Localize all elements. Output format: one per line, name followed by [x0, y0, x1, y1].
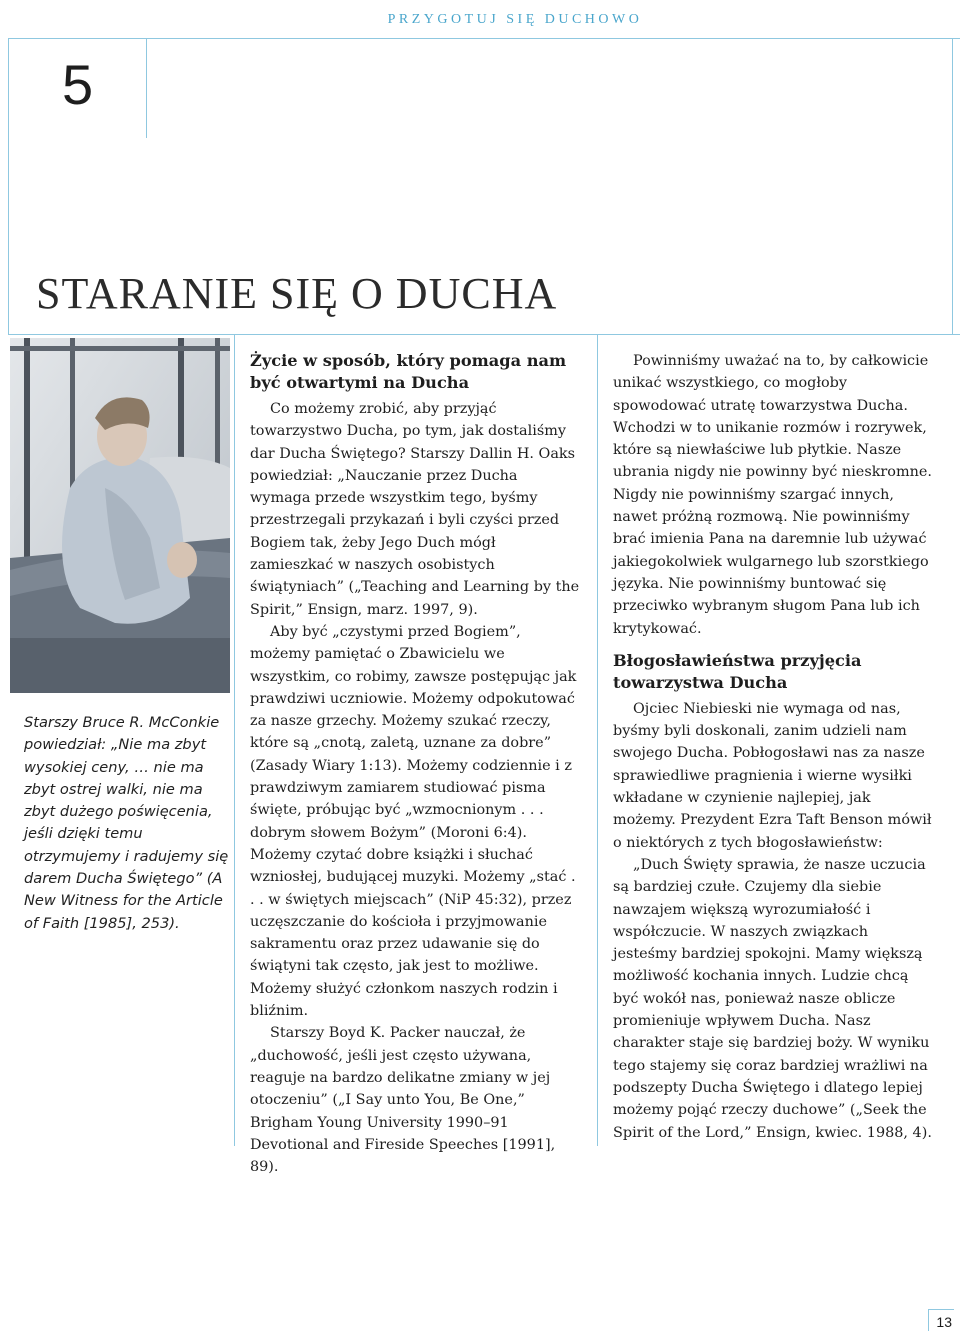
left-rule — [8, 38, 9, 335]
paragraph: Starszy Boyd K. Packer nauczał, że „duchowość, jeśli jest często używana, reaguje na bardzo delikatne zmiany w jej otoczeniu” („I Say unto You, Be One,” Brigham Young University 1990–91 Devotional and Fireside Speeches [1991], 89). — [250, 1025, 556, 1176]
section-heading-life: Życie w sposób, który pomaga nam być otwartymi na Ducha — [250, 351, 567, 392]
left-text-column — [250, 350, 580, 1178]
section-heading-blessings: Błogosławieństwa przyjęcia towarzystwa Ducha — [613, 650, 862, 692]
chapter-number: 5 — [62, 53, 94, 116]
page-number: 13 — [928, 1309, 954, 1331]
photo-caption: Starszy Bruce R. McConkie powiedział: „Nie ma zbyt wysokiej ceny, … nie ma zbyt ostrej walki, nie ma zbyt dużego poświęcenia, jeśli dzięki temu otrzymujemy i radujemy się darem Ducha Świętego” (A New Witness for the Article of Faith [1985], 253). — [24, 714, 229, 932]
quote-paragraph: „Duch Święty sprawia, że nasze uczucia są bardziej czułe. Czujemy dla siebie nawzajem większą wyrozumiałość i współczucie. W naszych związkach jesteśmy bardziej spokojni. Mamy większą możliwość kochania innych. Ludzie chcą być wokół nas, ponieważ nasze oblicze promieniuje wpływem Ducha. Nasz charakter staje się bardziej boży. W wyniku tego stajemy się coraz bardziej wrażliwi na podszepty Ducha Świętego i dlatego lepiej możemy pojąć rzeczy duchowe” („Seek the Spirit of the Lord,” Ensign, kwiec. 1988, 4). — [613, 856, 932, 1141]
column-divider-1 — [234, 334, 235, 1146]
number-box-right-rule — [146, 38, 147, 138]
paragraph: Co możemy zrobić, aby przyjąć towarzystwo Ducha, po tym, jak dostaliśmy dar Ducha Świętego? Starszy Dallin H. Oaks powiedział: „Nauczanie przez Ducha wymaga przede wszystkim tego, byśmy przestrzegali przykazań i byli czyści przed Bogiem tak, żeby Jego Duch mógł zamieszkać w naszych osobistych świątyniach” („Teaching and Learning by the Spirit,” Ensign, marz. 1997, 9). — [250, 401, 580, 618]
top-rule — [8, 38, 960, 39]
right-rule — [952, 38, 953, 335]
page-title: STARANIE SIĘ O DUCHA — [36, 269, 558, 318]
paragraph: Ojciec Niebieski nie wymaga od nas, byśmy byli doskonali, zanim udzieli nam swojego Ducha. Pobłogosławi nas za nasze sprawiedliwe pragnienia i wierne wysiłki wkładane w czynienie najlepiej, jak możemy. Prezydent Ezra Taft Benson mówił o niektórych z tych błogosławieństw: — [613, 700, 932, 851]
right-text-column — [613, 350, 935, 1144]
praying-man-photo — [10, 338, 230, 693]
title-underline-rule — [8, 334, 960, 335]
column-divider-2 — [597, 334, 598, 1146]
paragraph: Powinniśmy uważać na to, by całkowicie unikać wszystkiego, co mogłoby spowodować utratę towarzystwa Ducha. Wchodzi w to unikanie rozmów i rozrywek, które są niewłaściwe lub płytkie. Nasze ubrania nigdy nie powinny być nieskromne. Nigdy nie powinniśmy szargać innych, nawet próżną rozmową. Nie powinniśmy brać imienia Pana na daremnie lub używać jakiegokolwiek wulgarnego lub szorstkiego języka. Nie powinniśmy buntować się przeciwko wybranym sługom Pana lub ich krytykować. — [613, 353, 932, 637]
running-header: PRZYGOTUJ SIĘ DUCHOWO — [387, 12, 643, 27]
paragraph: Aby być „czystymi przed Bogiem”, możemy pamiętać o Zbawicielu we wszystkim, co robimy, zawsze postępując jak prawdziwi uczniowie. Możemy odpokutować za nasze grzechy. Możemy szukać rzeczy, które są „cnotą, zaletą, uznane za dobre” (Zasady Wiary 1:13). Możemy codziennie i z prawdziwym zamiarem studiować pisma święte, próbując być „wzmocnionym . . . dobrym słowem Bożym” (Moroni 6:4). Możemy czytać dobre książki i słuchać wzniosłej, budującej muzyki. Możemy „stać . . . w świętych miejscach” (NiP 45:32), przez uczęszczanie do kościoła i przyjmowanie sakramentu oraz przez udawanie się do świątyni tak często, jak jest to możliwe. Możemy służyć członkom naszych rodzin i bliźnim. — [250, 623, 577, 1020]
